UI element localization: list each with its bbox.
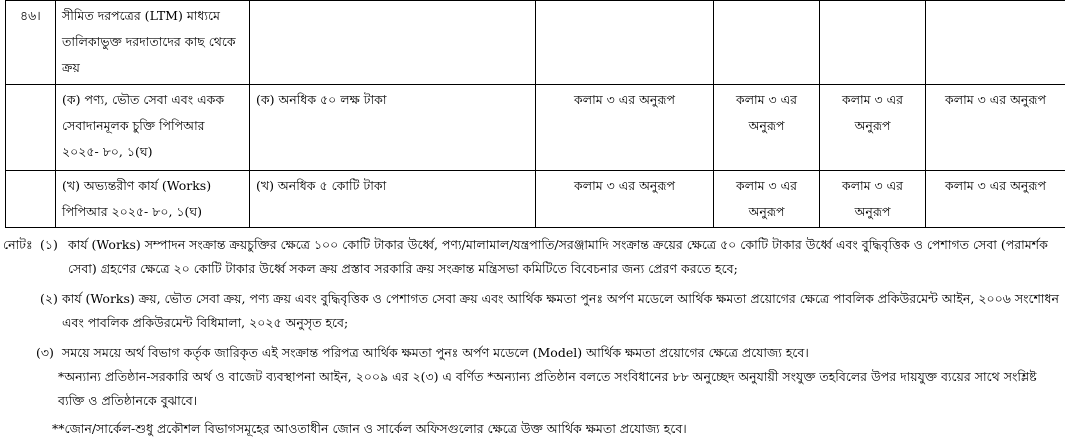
note-number: (১) (40, 237, 58, 252)
serial-cell (6, 85, 56, 171)
note-number: (৩) (36, 345, 54, 360)
note-text: কার্য (Works) সম্পাদন সংক্রান্ত ক্রয়চুক্তির ক্ষেত্রে ১০০ কোটি টাকার উর্ধ্বে, পণ্য/মালামাল/যন্ত্রপাতি/সরঞ্জামাদি সংক্রান্ত ক্রয়ের ক্ষেত্রে ৫০ কোটি টাকার উর্ধ্বে এবং বুদ্ধিবৃত্তিক ও পেশাগত সেবা (পরামর্শক সেবা) গ্রহণের ক্ষেত্রে ২০ কোটি টাকার উর্ধ্বে সকল ক্রয় প্রস্তাব সরকারি ক্রয় সংক্রান্ত মন্ত্রিসভা কমিটিতে বিবেচনার জন্য প্রেরণ করতে হবে; (68, 237, 1048, 276)
note-2 (0, 287, 1062, 335)
note-3 (0, 341, 1062, 365)
column-7-cell: কলাম ৩ এর অনুরূপ (926, 171, 1065, 228)
column-5-cell: কলাম ৩ এর অনুরূপ (714, 171, 820, 228)
table-row (6, 85, 1065, 171)
footnote-other-institutions: *অন্যান্য প্রতিষ্ঠান-সরকারি অর্থ ও বাজেট ব্যবস্থাপনা আইন, ২০০৯ এর ২(৩) এ বর্ণিত *অন্যান্য প্রতিষ্ঠান বলতে সংবিধানের ৮৮ অনুচ্ছেদ অনুযায়ী সংযুক্ত তহবিলের উপর দায়যুক্ত ব্যয়ের সাথে সংশ্লিষ্ট ব্যক্তি ও প্রতিষ্ঠানকে বুঝাবে। (58, 369, 1037, 408)
serial-cell: ৪৬। (6, 1, 56, 85)
serial-cell (6, 171, 56, 228)
notes-label: নোটঃ (3, 237, 33, 252)
note-number: (২) (40, 291, 58, 306)
column-4-cell (536, 1, 714, 85)
column-6-cell: কলাম ৩ এর অনুরূপ (820, 85, 926, 171)
column-7-cell (926, 1, 1065, 85)
note-text: কার্য (Works) ক্রয়, ভৌত সেবা ক্রয়, পণ্য ক্রয় এবং বুদ্ধিবৃত্তিক ও পেশাগত সেবা ক্রয় এবং আর্থিক ক্ষমতা পুনঃ অর্পণ মডেলে আর্থিক ক্ষমতা প্রয়োগের ক্ষেত্রে পাবলিক প্রকিউরমেন্ট আইন, ২০০৬ সংশোধন এবং পাবলিক প্রকিউরমেন্ট বিধিমালা, ২০২৫ অনুসৃত হবে; (62, 291, 1059, 330)
table-row (6, 1, 1065, 85)
notes-section (0, 233, 1062, 441)
column-6-cell (820, 1, 926, 85)
limit-cell (250, 1, 536, 85)
note-text: সময়ে সময়ে অর্থ বিভাগ কর্তৃক জারিকৃত এই সংক্রান্ত পরিপত্র আর্থিক ক্ষমতা পুনঃ অর্পণ মডেলে (Model) আর্থিক ক্ষমতা প্রয়োগের ক্ষেত্রে প্রযোজ্য হবে। (62, 345, 809, 360)
item-cell: (ক) পণ্য, ভৌত সেবা এবং একক সেবাদানমূলক চুক্তি পিপিআর ২০২৫- ৮০, ১(ঘ) (56, 85, 250, 171)
limit-cell: (খ) অনধিক ৫ কোটি টাকা (250, 171, 536, 228)
footnote-zone-circle: **জোন/সার্কেল-শুধু প্রকৌশল বিভাগসমূহের আওতাধীন জোন ও সার্কেল অফিসগুলোর ক্ষেত্রে উক্ত আর্থিক ক্ষমতা প্রযোজ্য হবে। (52, 421, 687, 436)
column-5-cell: কলাম ৩ এর অনুরূপ (714, 85, 820, 171)
column-5-cell (714, 1, 820, 85)
column-7-cell: কলাম ৩ এর অনুরূপ (926, 85, 1065, 171)
item-cell: সীমিত দরপত্রের (LTM) মাধ্যমে তালিকাভুক্ত দরদাতাদের কাছ থেকে ক্রয় (56, 1, 250, 85)
item-cell: (খ) অভ্যন্তরীণ কার্য (Works) পিপিআর ২০২৫- ৮০, ১(ঘ) (56, 171, 250, 228)
financial-power-table (5, 0, 1065, 228)
column-6-cell: কলাম ৩ এর অনুরূপ (820, 171, 926, 228)
limit-cell: (ক) অনধিক ৫০ লক্ষ টাকা (250, 85, 536, 171)
column-4-cell: কলাম ৩ এর অনুরূপ (536, 171, 714, 228)
column-4-cell: কলাম ৩ এর অনুরূপ (536, 85, 714, 171)
table-row (6, 171, 1065, 228)
note-1 (0, 233, 1062, 281)
